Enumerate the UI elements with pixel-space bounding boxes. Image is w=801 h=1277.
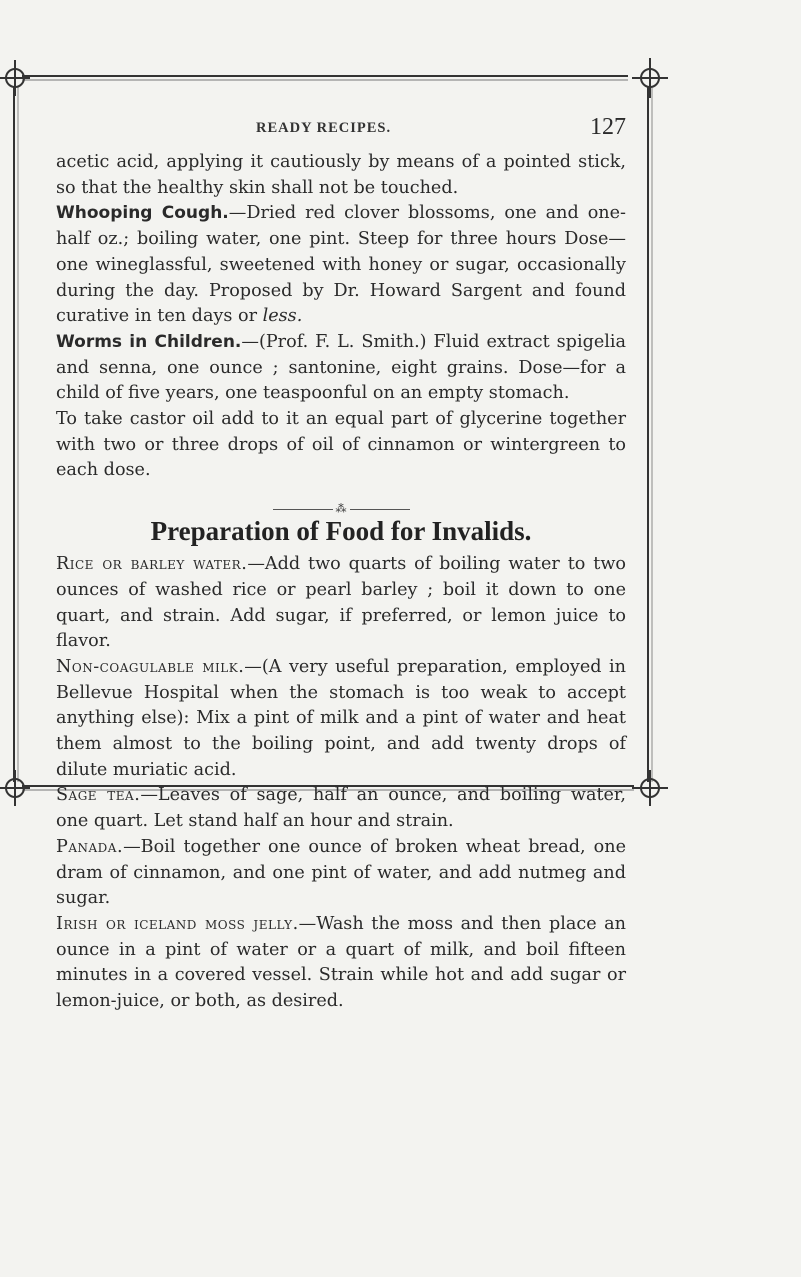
divider-line-right bbox=[350, 509, 410, 510]
recipe-rice-water bbox=[56, 552, 626, 655]
recipe-panada bbox=[56, 835, 626, 912]
recipe-moss-jelly bbox=[56, 912, 626, 1015]
recipe-title-moss: Irish or iceland moss jelly. bbox=[56, 913, 299, 934]
paragraph-worms bbox=[56, 330, 626, 407]
recipe-sage-tea bbox=[56, 783, 626, 834]
paragraph-castor-oil: To take castor oil add to it an equal part of glycerine together with two or three drops of oil of cinnamon or wintergreen to each dose. bbox=[56, 409, 626, 481]
divider-line-left bbox=[273, 509, 333, 510]
running-head: READY RECIPES. bbox=[256, 120, 392, 136]
recipe-non-coagulable-milk bbox=[56, 655, 626, 784]
recipe-title-panada: Panada. bbox=[56, 836, 124, 857]
heading-worms: Worms in Children. bbox=[56, 331, 242, 352]
divider-ornament: ⁂ bbox=[335, 502, 347, 516]
corner-ornament-top-left bbox=[0, 60, 30, 96]
text-worms: —(Prof. F. L. Smith.) Fluid extract spigelia and senna, one ounce ; santonine, eight grains. Dose—for a child of five years, one teaspoonful on an empty stomach. bbox=[56, 331, 626, 404]
paragraph-whooping-cough bbox=[56, 201, 626, 330]
recipe-title-milk: Non-coagulable milk. bbox=[56, 656, 245, 677]
recipe-body-panada: —Boil together one ounce of broken wheat bread, one dram of cinnamon, and one pint of water, and add nutmeg and sugar. bbox=[56, 836, 626, 909]
recipe-body-moss: —Wash the moss and then place an ounce in a pint of water or a quart of milk, and boil fifteen minutes in a covered vessel. Strain while hot and add sugar or lemon-juice, or both, as desired. bbox=[56, 913, 627, 1012]
section-divider bbox=[56, 496, 626, 516]
section-title: Preparation of Food for Invalids. bbox=[150, 516, 532, 547]
body-text bbox=[56, 150, 626, 1015]
recipe-body-rice: —Add two quarts of boiling water to two ounces of washed rice or pearl barley ; boil it down to one quart, and strain. Add sugar, if preferred, or lemon juice to flavor. bbox=[56, 554, 627, 652]
recipe-body-milk: —(A very useful preparation, employed in Bellevue Hospital when the stomach is too weak to accept anything else): Mix a pint of milk and a pint of water and heat them almost to the boiling point, and add twenty drops of dilute muriatic acid. bbox=[56, 656, 626, 780]
page-number: 127 bbox=[590, 114, 626, 140]
corner-ornament-bottom-right bbox=[632, 770, 668, 806]
corner-ornament-bottom-left bbox=[0, 770, 30, 806]
corner-ornament-top-right bbox=[632, 58, 668, 98]
recipe-title-sage: Sage tea. bbox=[56, 785, 141, 806]
text-less: less. bbox=[262, 306, 303, 327]
recipe-title-rice: Rice or barley water. bbox=[56, 554, 248, 575]
paragraph-acetic-acid: acetic acid, applying it cautiously by means of a pointed stick, so that the healthy skin shall not be touched. bbox=[56, 152, 626, 198]
heading-whooping-cough: Whooping Cough. bbox=[56, 203, 229, 224]
text-whooping-cough: —Dried red clover blossoms, one and one-half oz.; boiling water, one pint. Steep for three hours Dose—one wineglassful, sweetened with honey or sugar, occasionally during the day. Proposed by Dr. Howard Sargent and found curative in ten days or bbox=[56, 203, 626, 327]
page-header bbox=[56, 114, 626, 144]
recipe-body-sage: —Leaves of sage, half an ounce, and boiling water, one quart. Let stand half an hour and strain. bbox=[56, 785, 627, 832]
